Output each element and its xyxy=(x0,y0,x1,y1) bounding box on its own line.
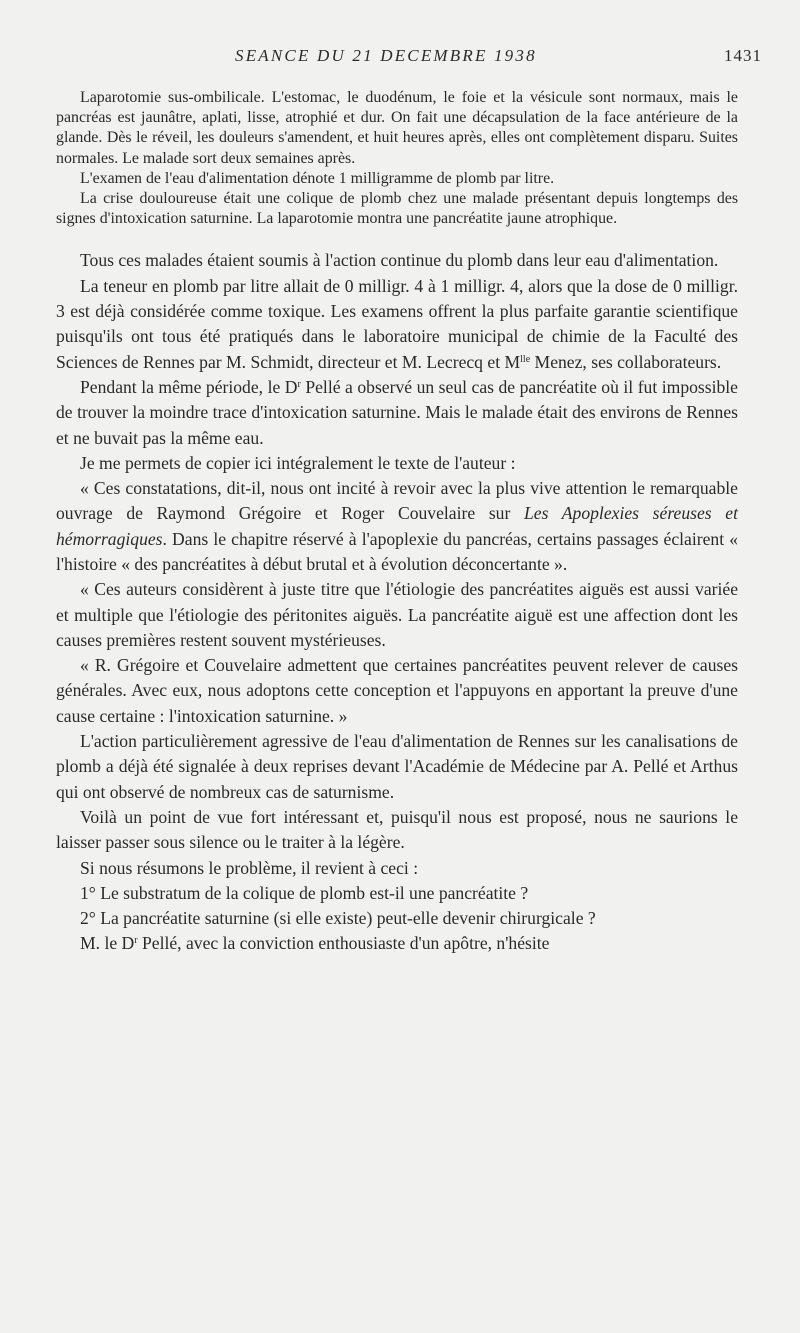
header-title: SEANCE DU 21 DECEMBRE 1938 xyxy=(235,46,537,65)
abbrev-mlle: M xyxy=(504,351,521,372)
paragraph: Laparotomie sus-ombilicale. L'estomac, le duodénum, le foie et la vésicule sont normaux, mais le pancréas est jaunâtre, aplati, lisse, atrophié et dur. On fait une décapsulation de la face antérieure de la glande. Dès le réveil, les douleurs s'amendent, et huit heures après, elles ont complètement disparu. Suites normales. Le malade sort deux semaines après. xyxy=(56,89,738,167)
paragraph xyxy=(56,931,738,956)
paragraph-text: M. le D xyxy=(80,933,135,954)
paragraph: La crise douloureuse était une colique de plomb chez une malade présentant depuis longtemps des signes d'intoxication saturnine. La laparotomie montra une pancréatite jaune atrophique. xyxy=(56,190,738,228)
superscript: lle xyxy=(520,353,531,365)
paragraph-text: . Dans le chapitre réservé à l'apoplexie du pancréas, certains passages éclairent « l'histoire « des pancréatites à début brutal et à évolution déconcertante ». xyxy=(56,528,738,574)
paragraph: Voilà un point de vue fort intéressant et, puisqu'il nous est proposé, nous ne saurions le laisser passer sous silence ou le traiter à la légère. xyxy=(56,806,738,853)
paragraph: Je me permets de copier ici intégralement le texte de l'auteur : xyxy=(80,452,516,473)
paragraph-text: Pellé a observé un seul cas de pancréatite où il fut impossible de trouver la moindre trace d'intoxication saturnine. Mais le malade était des environs de Rennes et ne buvait pas la même eau. xyxy=(56,376,738,448)
page-number: 1431 xyxy=(724,46,762,65)
paragraph xyxy=(56,274,738,375)
paragraph: L'action particulièrement agressive de l'eau d'alimentation de Rennes sur les canalisations de plomb a déjà été signalée à deux reprises devant l'Académie de Médecine par A. Pellé et Arthus qui ont observé de nombreux cas de saturnisme. xyxy=(56,731,738,802)
superscript: r xyxy=(297,378,301,390)
case-report-block xyxy=(56,88,738,229)
book-title: Les Apoplexies séreuses et hémorragiques xyxy=(56,503,738,549)
paragraph: L'examen de l'eau d'alimentation dénote 1 milligramme de plomb par litre. xyxy=(80,169,555,187)
paragraph: « Ces auteurs considèrent à juste titre que l'étiologie des pancréatites aiguës est aussi variée et multiple que l'étiologie des péritonites aiguës. La pancréatite aiguë est une affection dont les causes premières restent souvent mystérieuses. xyxy=(56,579,738,650)
paragraph: Tous ces malades étaient soumis à l'action continue du plomb dans leur eau d'alimentation. xyxy=(80,250,719,271)
paragraph: Si nous résumons le problème, il revient à ceci : xyxy=(80,857,419,878)
paragraph: 1° Le substratum de la colique de plomb est-il une pancréatite ? xyxy=(80,882,529,903)
paragraph xyxy=(56,375,738,451)
paragraph-text: Menez, ses collaborateurs. xyxy=(530,351,722,372)
paragraph xyxy=(56,476,738,577)
paragraph: 2° La pancréatite saturnine (si elle existe) peut-elle devenir chirurgicale ? xyxy=(80,908,596,929)
paragraph-text: « Ces constatations, dit-il, nous ont incité à revoir avec la plus vive attention le remarquable ouvrage de Raymond Grégoire et Roger Couvelaire sur xyxy=(56,478,738,524)
body-text xyxy=(56,88,738,957)
paragraph-text: La teneur en plomb par litre allait de 0 milligr. 4 à 1 milligr. 4, alors que la dose de 0 milligr. 3 est déjà considérée comme toxique. Les examens offrent la plus parfaite garantie scientifique puisqu'ils ont tous été pratiqués dans le laboratoire municipal de chimie de la Faculté des Sciences de Rennes par M. Schmidt, directeur et M. Lecrecq et xyxy=(56,275,738,372)
paragraph-text: Pellé, avec la conviction enthousiaste d'un apôtre, n'hésite xyxy=(137,933,550,954)
main-text-block xyxy=(56,248,738,956)
running-header xyxy=(0,46,800,74)
paragraph-text: Pendant la même période, le D xyxy=(80,376,298,397)
superscript: r xyxy=(134,935,138,947)
paragraph: « R. Grégoire et Couvelaire admettent que certaines pancréatites peuvent relever de causes générales. Avec eux, nous adoptons cette conception et l'appuyons en apportant la preuve d'une cause certaine : l'intoxication saturnine. » xyxy=(56,655,738,726)
